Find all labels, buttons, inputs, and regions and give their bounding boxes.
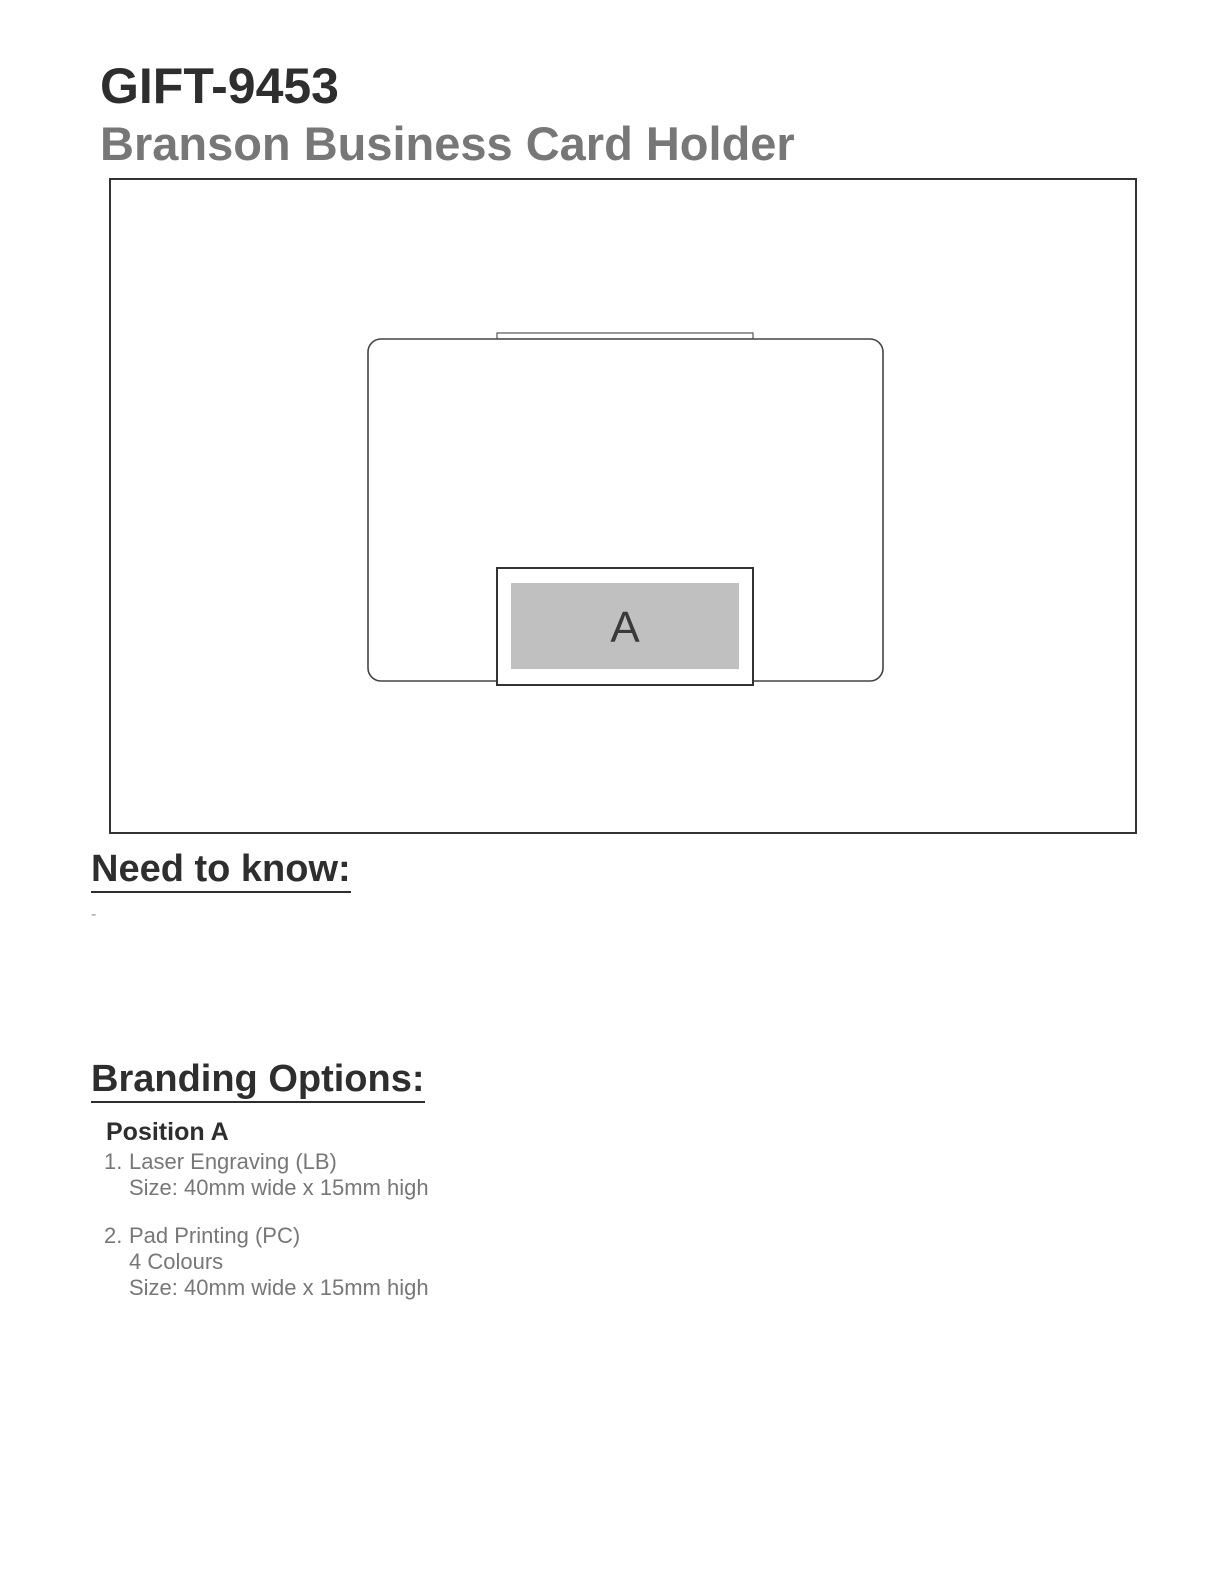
imprint-area-label: A bbox=[610, 603, 640, 652]
option-method: Pad Printing (PC) bbox=[129, 1223, 301, 1248]
product-code: GIFT-9453 bbox=[100, 58, 339, 114]
option-method: Laser Engraving (LB) bbox=[129, 1149, 337, 1174]
card-holder-drawing bbox=[111, 180, 1139, 836]
option-size: Size: 40mm wide x 15mm high bbox=[129, 1275, 429, 1300]
branding-options-heading: Branding Options: bbox=[91, 1058, 425, 1103]
need-to-know-heading: Need to know: bbox=[91, 848, 351, 893]
option-size: Size: 40mm wide x 15mm high bbox=[129, 1175, 429, 1200]
option-colours: 4 Colours bbox=[129, 1249, 224, 1274]
need-to-know-text: - bbox=[91, 906, 97, 923]
branding-option-laser bbox=[104, 1149, 429, 1201]
position-title: Position A bbox=[106, 1118, 229, 1146]
product-drawing-frame bbox=[109, 178, 1137, 834]
branding-option-pad-print bbox=[104, 1223, 429, 1301]
product-name: Branson Business Card Holder bbox=[100, 117, 795, 170]
clip-top-edge bbox=[497, 333, 753, 339]
option-number: 2. bbox=[104, 1223, 123, 1248]
option-number: 1. bbox=[104, 1149, 123, 1174]
